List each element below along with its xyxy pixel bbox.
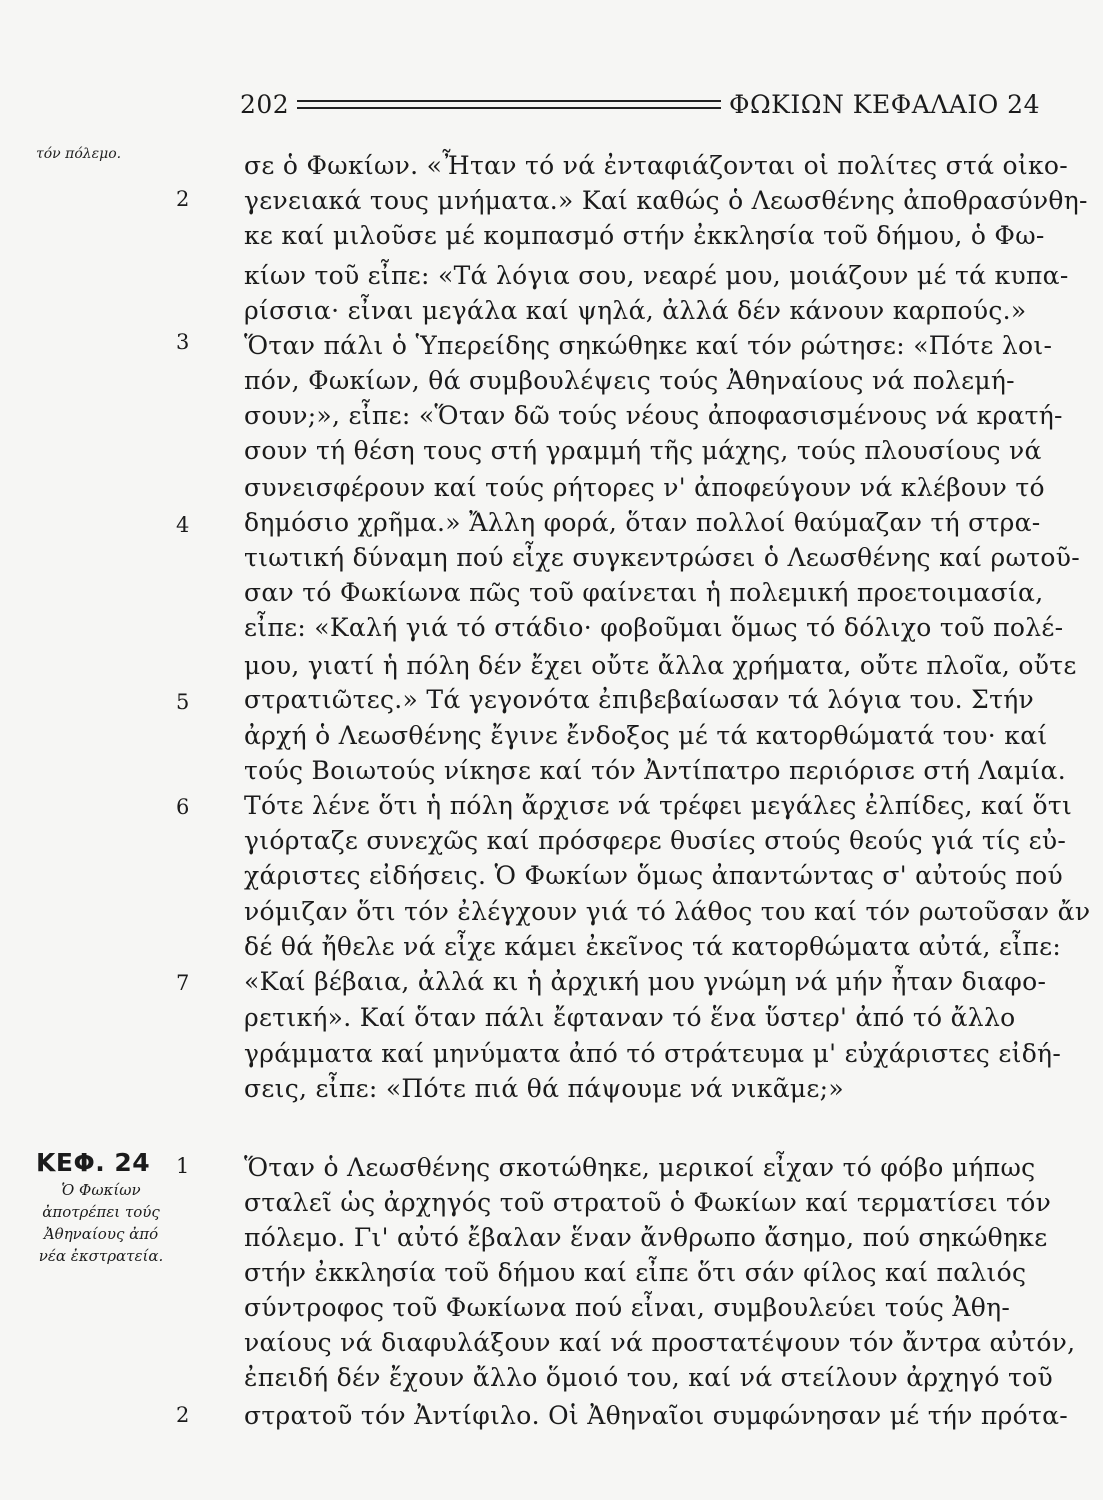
text-line: κε καί μιλοῦσε μέ κομπασμό στήν ἐκκλησία τοῦ δήμου, ὁ Φω- (244, 221, 1045, 250)
chapter-heading (36, 1148, 166, 1267)
section-number: 2 (176, 187, 190, 211)
running-title: ΦΩΚΙΩΝ ΚΕΦΑΛΑΙΟ 24 (728, 89, 1040, 119)
section-number: 3 (176, 330, 190, 354)
text-line: συνεισφέρουν καί τούς ρήτορες ν' ἀποφεύγουν νά κλέβουν τό (244, 473, 1045, 502)
text-line: σουν τή θέση τους στή γραμμή τῆς μάχης, τούς πλουσίους νά (244, 436, 1042, 465)
text-line: δέ θά ἤθελε νά εἶχε κάμει ἐκεῖνος τά κατορθώματα αὐτά, εἶπε: (244, 932, 1062, 961)
text-line: πόν, Φωκίων, θά συμβουλέψεις τούς Ἀθηναίους νά πολεμή- (244, 366, 1015, 395)
section-number: 5 (176, 690, 190, 714)
text-line: πόλεμο. Γι' αὐτό ἔβαλαν ἕναν ἄνθρωπο ἄσημο, πού σηκώθηκε (244, 1223, 1048, 1252)
text-line: εἶπε: «Καλή γιά τό στάδιο· φοβοῦμαι ὅμως τό δόλιχο τοῦ πολέ- (244, 613, 1064, 642)
text-line: σεις, εἶπε: «Πότε πιά θά πάψουμε νά νικᾶμε;» (244, 1074, 845, 1103)
text-line: κίων τοῦ εἶπε: «Τά λόγια σου, νεαρέ μου, μοιάζουν μέ τά κυπα- (244, 261, 1069, 290)
text-line: γράμματα καί μηνύματα ἀπό τό στράτευμα μ' εὐχάριστες εἰδή- (244, 1039, 1062, 1068)
page-number: 202 (240, 89, 290, 119)
running-header (240, 84, 1040, 124)
text-line: στήν ἐκκλησία τοῦ δήμου καί εἶπε ὅτι σάν φίλος καί παλιός (244, 1258, 1027, 1287)
margin-note: τόν πόλεμο. (36, 146, 122, 162)
text-line: δημόσιο χρῆμα.» Ἄλλη φορά, ὅταν πολλοί θαύμαζαν τή στρα- (244, 508, 1041, 537)
text-line: τιωτική δύναμη πού εἶχε συγκεντρώσει ὁ Λεωσθένης καί ρωτοῦ- (244, 543, 1080, 572)
text-line: ναίους νά διαφυλάξουν καί νά προστατέψουν τόν ἄντρα αὐτόν, (244, 1328, 1076, 1357)
text-line: χάριστες εἰδήσεις. Ὁ Φωκίων ὅμως ἀπαντώντας σ' αὐτούς πού (244, 861, 1063, 890)
text-line: σε ὁ Φωκίων. «Ἦταν τό νά ἐνταφιάζονται οἱ πολίτες στά οἰκο- (244, 151, 1069, 180)
text-line: νόμιζαν ὅτι τόν ἐλέγχουν γιά τό λάθος του καί τόν ρωτοῦσαν ἄν (244, 897, 1091, 926)
header-double-rule (297, 100, 721, 109)
text-line: στρατοῦ τόν Ἀντίφιλο. Οἱ Ἀθηναῖοι συμφώνησαν μέ τήν πρότα- (244, 1401, 1069, 1430)
text-line: σαν τό Φωκίωνα πῶς τοῦ φαίνεται ἡ πολεμική προετοιμασία, (244, 578, 1044, 607)
text-line: «Καί βέβαια, ἀλλά κι ἡ ἀρχική μου γνώμη νά μήν ἦταν διαφο- (244, 967, 1047, 996)
text-line: ρίσσια· εἶναι μεγάλα καί ψηλά, ἀλλά δέν κάνουν καρπούς.» (244, 296, 1027, 325)
text-line: μου, γιατί ἡ πόλη δέν ἔχει οὔτε ἄλλα χρήματα, οὔτε πλοῖα, οὔτε (244, 651, 1077, 680)
text-line: τούς Βοιωτούς νίκησε καί τόν Ἀντίπατρο περιόρισε στή Λαμία. (244, 756, 1066, 785)
section-number: 7 (176, 971, 190, 995)
text-line: γιόρταζε συνεχῶς καί πρόσφερε θυσίες στούς θεούς γιά τίς εὐ- (244, 826, 1067, 855)
section-number: 6 (176, 795, 190, 819)
text-line: σταλεῖ ὡς ἀρχηγός τοῦ στρατοῦ ὁ Φωκίων καί τερματίσει τόν (244, 1188, 1052, 1217)
section-number: 2 (176, 1403, 190, 1427)
text-line: γενειακά τους μνήματα.» Καί καθώς ὁ Λεωσθένης ἀποθρασύνθη- (244, 186, 1088, 215)
text-line: ρετική». Καί ὅταν πάλι ἔφταναν τό ἕνα ὕστερ' ἀπό τό ἄλλο (244, 1003, 1016, 1032)
section-number: 1 (176, 1154, 190, 1178)
text-line: στρατιῶτες.» Τά γεγονότα ἐπιβεβαίωσαν τά λόγια του. Στήν (244, 685, 1035, 714)
text-line: σουν;», εἶπε: «Ὅταν δῶ τούς νέους ἀποφασισμένους νά κρατή- (244, 401, 1063, 430)
chapter-title: ΚΕΦ. 24 (36, 1148, 151, 1177)
text-line: ἀρχή ὁ Λεωσθένης ἔγινε ἔνδοξος μέ τά κατορθώματά του· καί (244, 721, 1048, 750)
text-line: ἐπειδή δέν ἔχουν ἄλλο ὅμοιό του, καί νά στείλουν ἀρχηγό τοῦ (244, 1363, 1053, 1392)
chapter-summary: Ὁ Φωκίων ἀποτρέπει τούς Ἀθηναίους ἀπό νέα ἐκστρατεία. (38, 1181, 164, 1265)
text-line: Ὅταν ὁ Λεωσθένης σκοτώθηκε, μερικοί εἶχαν τό φόβο μήπως (244, 1153, 1036, 1182)
text-line: Τότε λένε ὅτι ἡ πόλη ἄρχισε νά τρέφει μεγάλες ἐλπίδες, καί ὅτι (244, 791, 1073, 820)
section-number: 4 (176, 513, 190, 537)
text-line: σύντροφος τοῦ Φωκίωνα πού εἶναι, συμβουλεύει τούς Ἀθη- (244, 1293, 1011, 1322)
text-line: Ὅταν πάλι ὁ Ὑπερείδης σηκώθηκε καί τόν ρώτησε: «Πότε λοι- (244, 331, 1053, 360)
